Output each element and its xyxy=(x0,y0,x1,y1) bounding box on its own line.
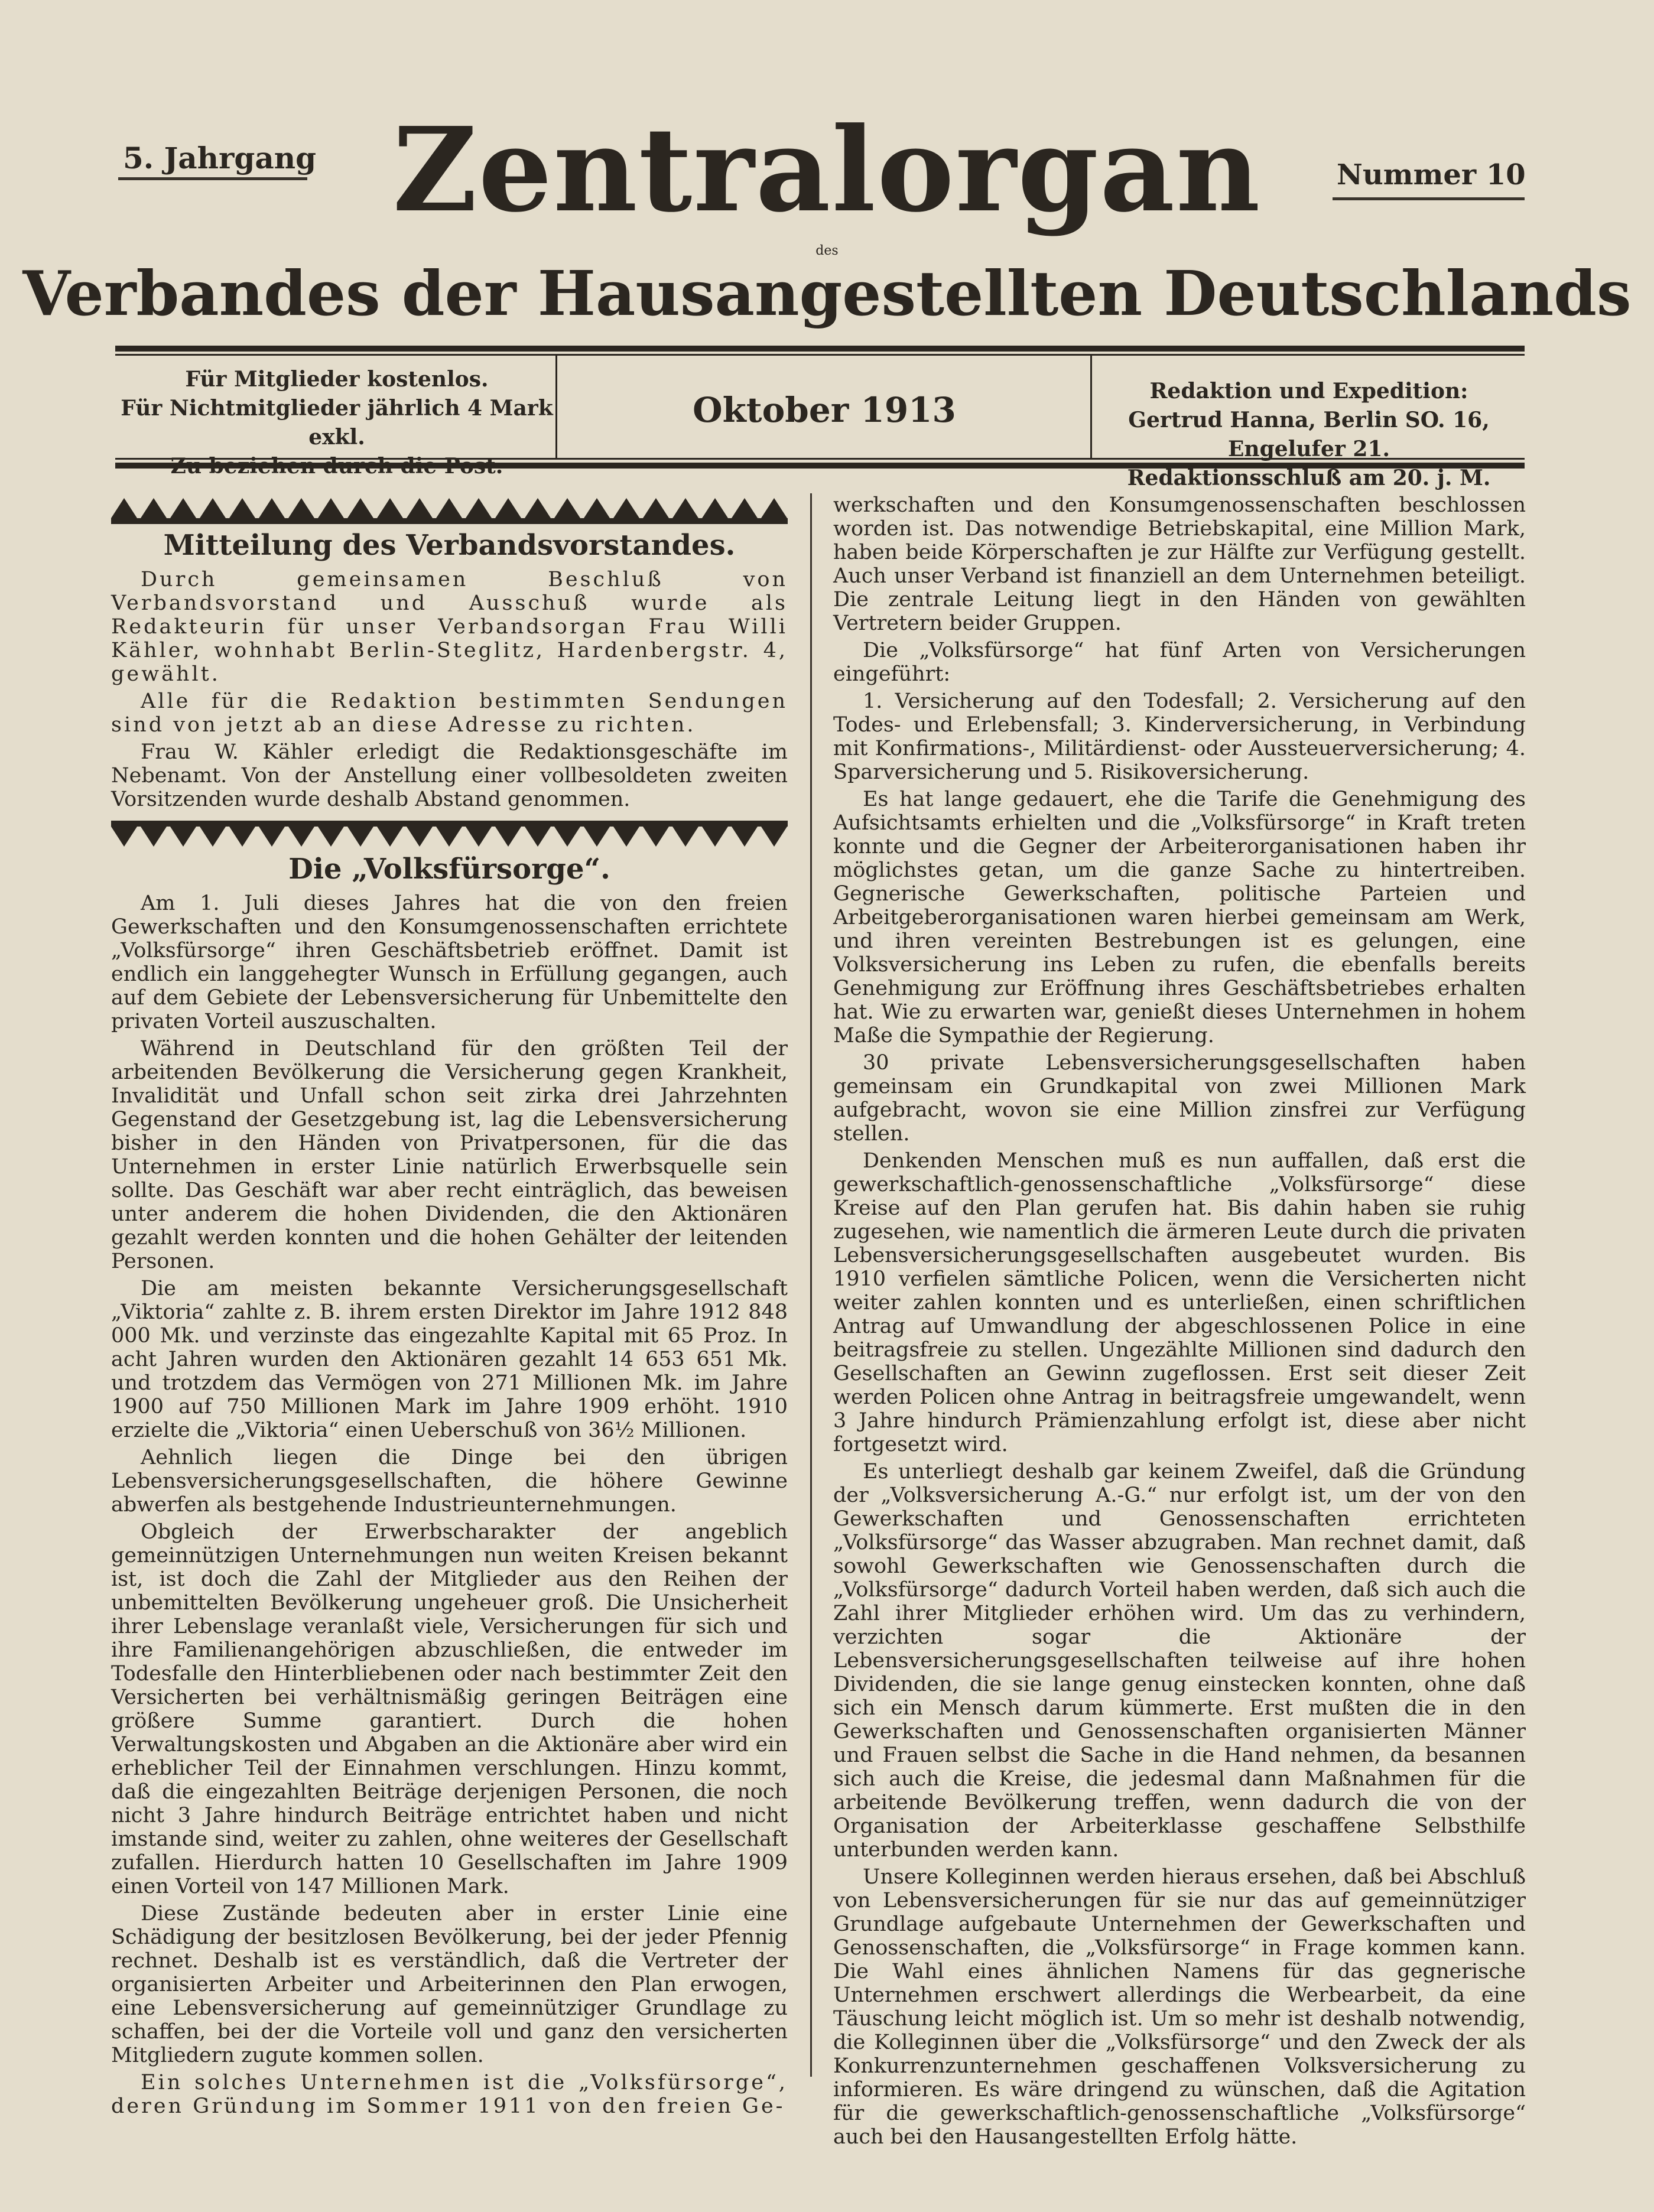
paragraph: Die „Volksfürsorge“ hat fünf Arten von Versicherungen eingeführt: xyxy=(833,639,1526,686)
ornament-top xyxy=(111,496,788,525)
right-column xyxy=(833,493,1526,2152)
masthead-des: des xyxy=(815,243,839,258)
paragraph: Während in Deutschland für den größten Teil der arbeitenden Bevölkerung die Versicherung gegen Krankheit, Invalidität und Unfall schon seit zirka drei Jahrzehnten Gegenstand der Gesetzgebung ist, lag die Lebensversicherung bisher in den Händen von Privatpersonen, für die das Unternehmen in erster Linie natürlich Erwerbsquelle sein sollte. Das Geschäft war aber recht einträglich, das beweisen unter anderem die hohen Dividenden, die den Aktionären gezahlt werden konnten und die hohen Gehälter der leitenden Personen. xyxy=(111,1037,788,1273)
masthead-rule-top-thin xyxy=(115,354,1525,356)
masthead-rule-top xyxy=(115,346,1525,352)
left-column xyxy=(111,493,788,2122)
paragraph: werkschaften und den Konsumgenossenschaften beschlossen worden ist. Das notwendige Betriebskapital, eine Million Mark, haben beide Körperschaften je zur Hälfte zur Verfügung gestellt. Auch unser Verband ist finanziell an dem Unternehmen beteiligt. Die zentrale Leitung liegt in den Händen von gewählten Vertretern beider Gruppen. xyxy=(833,493,1526,635)
paragraph: 1. Versicherung auf den Todesfall; 2. Versicherung auf den Todes- und Erlebensfall; 3. Kinderversicherung, in Verbindung mit Konfirmations-, Militärdienst- oder Aussteuerversicherung; 4. Sparversicherung und 5. Risikoversicherung. xyxy=(833,689,1526,784)
info-divider-right xyxy=(1090,356,1092,458)
paragraph: Ein solches Unternehmen ist die „Volksfürsorge“, deren Gründung im Sommer 1911 von den freien Ge- xyxy=(111,2071,788,2118)
masthead-title: Zentralorgan xyxy=(392,102,1262,238)
issue-date: Oktober 1913 xyxy=(693,390,956,430)
paragraph: Aehnlich liegen die Dinge bei den übrigen Lebensversicherungsgesellschaften, die höhere Gewinne abwerfen als bestgehende Industrieunternehmungen. xyxy=(111,1446,788,1517)
paragraph: Alle für die Redaktion bestimmten Sendungen sind von jetzt ab an diese Adresse zu richten. xyxy=(111,689,788,737)
article-heading-volksfuersorge: Die „Volksfürsorge“. xyxy=(288,853,610,886)
masthead-subtitle: Verbandes der Hausangestellten Deutschlands xyxy=(22,257,1632,330)
volume-label: 5. Jahrgang xyxy=(123,141,317,175)
paragraph: Unsere Kolleginnen werden hieraus ersehen, daß bei Abschluß von Lebensversicherungen für sie nur das auf gemeinnütziger Grundlage aufgebaute Unternehmen der Gewerkschaften und Genossenschaften, die „Volksfürsorge“ in Frage kommen kann. Die Wahl eines ähnlichen Namens für das gegnerische Unternehmen erschwert allerdings die Werbearbeit, da eine Täuschung leicht möglich ist. Um so mehr ist deshalb notwendig, die Kolleginnen über die „Volksfürsorge“ und den Zweck der als Konkurrenzunternehmen geschaffenen Volksversicherung zu informieren. Es wäre dringend zu wünschen, daß die Agitation für die gewerkschaftlich-genossenschaftliche „Volksfürsorge“ auch bei den Hausangestellten Erfolg hätte. xyxy=(833,1865,1526,2149)
article-heading-vorstand: Mitteilung des Verbandsvorstandes. xyxy=(163,529,736,562)
paragraph: 30 private Lebensversicherungsgesellschaften haben gemeinsam ein Grundkapital von zwei Millionen Mark aufgebracht, wovon sie eine Million zinsfrei zur Verfügung stellen. xyxy=(833,1051,1526,1146)
subscription-info xyxy=(118,365,555,481)
paragraph: Die am meisten bekannte Versicherungsgesellschaft „Viktoria“ zahlte z. B. ihrem ersten Direktor im Jahre 1912 848 000 Mk. und verzinste das eingezahlte Kapital mit 65 Proz. In acht Jahren wurden den Aktionären gezahlt 14 653 651 Mk. und trotzdem das Vermögen von 271 Millionen Mk. im Jahre 1900 auf 750 Millionen Mark im Jahre 1909 erhöht. 1910 erzielte die „Viktoria“ einen Ueberschuß von 36½ Millionen. xyxy=(111,1277,788,1442)
editorial-info xyxy=(1093,377,1525,493)
paragraph: Frau W. Kähler erledigt die Redaktionsgeschäfte im Nebenamt. Von der Anstellung einer vollbesoldeten zweiten Vorsitzenden wurde deshalb Abstand genommen. xyxy=(111,740,788,811)
editorial-line-2: Gertrud Hanna, Berlin SO. 16, Engelufer 21. xyxy=(1128,407,1490,461)
paragraph: Es hat lange gedauert, ehe die Tarife die Genehmigung des Aufsichtsamts erhielten und die „Volksfürsorge“ in Kraft treten konnte und die Gegner der Arbeiterorganisationen haben ihr möglichstes getan, um die ganze Sache zu hintertreiben. Gegnerische Gewerkschaften, politische Parteien und Arbeitgeberorganisationen waren hierbei gemeinsam am Werk, und ihren vereinten Bestrebungen ist es gelungen, eine Volksversicherung ins Leben zu rufen, die ebenfalls bereits Genehmigung zur Eröffnung ihres Geschäftsbetriebes erhalten hat. Wie zu erwarten war, genießt dieses Unternehmen in hohem Maße die Sympathie der Regierung. xyxy=(833,788,1526,1048)
column-separator xyxy=(810,493,812,2077)
paragraph: Diese Zustände bedeuten aber in erster Linie eine Schädigung der besitzlosen Bevölkerung, bei der jeder Pfennig rechnet. Deshalb ist es verständlich, daß die Vertreter der organisierten Arbeiter und Arbeiterinnen den Plan erwogen, eine Lebensversicherung auf gemeinnütziger Grundlage zu schaffen, bei der die Vorteile voll und ganz den versicherten Mitgliedern zugute kommen sollen. xyxy=(111,1902,788,2067)
issue-number: Nummer 10 xyxy=(1337,158,1526,191)
subscription-line-2: Für Nichtmitglieder jährlich 4 Mark exkl. xyxy=(121,395,553,450)
paragraph: Es unterliegt deshalb gar keinem Zweifel, daß die Gründung der „Volksversicherung A.-G.“ nur erfolgt ist, um der von den Gewerkschaften und Genossenschaften errichteten „Volksfürsorge“ das Wasser abzugraben. Man rechnet damit, daß sowohl Gewerkschaften wie Genossenschaften durch die „Volksfürsorge“ dadurch Vorteil haben werden, daß sich auch die Zahl ihrer Mitglieder erhöhen wird. Um das zu verhindern, verzichten sogar die Aktionäre der Lebensversicherungsgesellschaften teilweise auf ihre hohen Dividenden, die sie lange genug einstecken konnten, ohne daß sich ein Mensch darum kümmerte. Erst mußten die in den Gewerkschaften und Genossenschaften organisierten Männer und Frauen selbst die Sache in die Hand nehmen, da besannen sich auch die Kreise, die jedesmal dann Maßnahmen für die arbeitende Bevölkerung treffen, wenn dadurch die von der Organisation der Arbeiterklasse geschaffene Selbsthilfe unterbunden werden kann. xyxy=(833,1460,1526,1862)
editorial-line-3: Redaktionsschluß am 20. j. M. xyxy=(1127,465,1491,490)
info-divider-left xyxy=(555,356,557,458)
paragraph: Denkenden Menschen muß es nun auffallen, daß erst die gewerkschaftlich-genossenschaftliche „Volksfürsorge“ diese Kreise auf den Plan gerufen hat. Bis dahin haben sie ruhig zugesehen, wie namentlich die ärmeren Leute durch die privaten Lebensversicherungsgesellschaften ausgebeutet wurden. Bis 1910 verfielen sämtliche Policen, wenn die Versicherten nicht weiter zahlen konnten und es unterließen, einen schriftlichen Antrag auf Umwandlung der abgeschlossenen Police in eine beitragsfreie zu stellen. Ungezählte Millionen sind dadurch den Gesellschaften an Gewinn zugeflossen. Erst seit dieser Zeit werden Policen ohne Antrag in beitragsfreie umgewandelt, wenn 3 Jahre hindurch Prämienzahlung erfolgt ist, diese aber nicht fortgesetzt wird. xyxy=(833,1149,1526,1456)
ornament-bottom xyxy=(111,819,788,849)
subscription-line-3: Zu beziehen durch die Post. xyxy=(170,453,503,479)
editorial-line-1: Redaktion und Expedition: xyxy=(1149,379,1468,404)
paragraph: Obgleich der Erwerbscharakter der angeblich gemeinnützigen Unternehmungen nun weiten Kreisen bekannt ist, ist doch die Zahl der Mitglieder aus den Reihen der unbemittelten Bevölkerung ungeheuer groß. Die Unsicherheit ihrer Lebenslage veranlaßt viele, Versicherungen für sich und ihre Familienangehörigen abzuschließen, die entweder im Todesfalle den Hinterbliebenen oder nach bestimmter Zeit den Versicherten bei verhältnismäßig geringen Beiträgen eine größere Summe garantiert. Durch die hohen Verwaltungskosten und Abgaben an die Aktionäre aber wird ein erheblicher Teil der Einnahmen verschlungen. Hinzu kommt, daß die eingezahlten Beiträge derjenigen Personen, die noch nicht 3 Jahre hindurch Beiträge entrichtet haben und nicht imstande sind, weiter zu zahlen, ohne weiteres der Gesellschaft zufallen. Hierdurch hatten 10 Gesellschaften im Jahre 1909 einen Vorteil von 147 Millionen Mark. xyxy=(111,1520,788,1898)
paragraph: Durch gemeinsamen Beschluß von Verbandsvorstand und Ausschuß wurde als Redakteurin für unser Verbandsorgan Frau Willi Kähler, wohnhabt Berlin-Steglitz, Hardenbergstr. 4, gewählt. xyxy=(111,568,788,686)
paragraph: Am 1. Juli dieses Jahres hat die von den freien Gewerkschaften und den Konsumgenossenschaften errichtete „Volksfürsorge“ ihren Geschäftsbetrieb eröffnet. Damit ist endlich ein langgehegter Wunsch in Erfüllung gegangen, auch auf dem Gebiete der Lebensversicherung für Unbemittelte den privaten Vorteil auszuschalten. xyxy=(111,892,788,1033)
subscription-line-1: Für Mitglieder kostenlos. xyxy=(185,367,489,392)
